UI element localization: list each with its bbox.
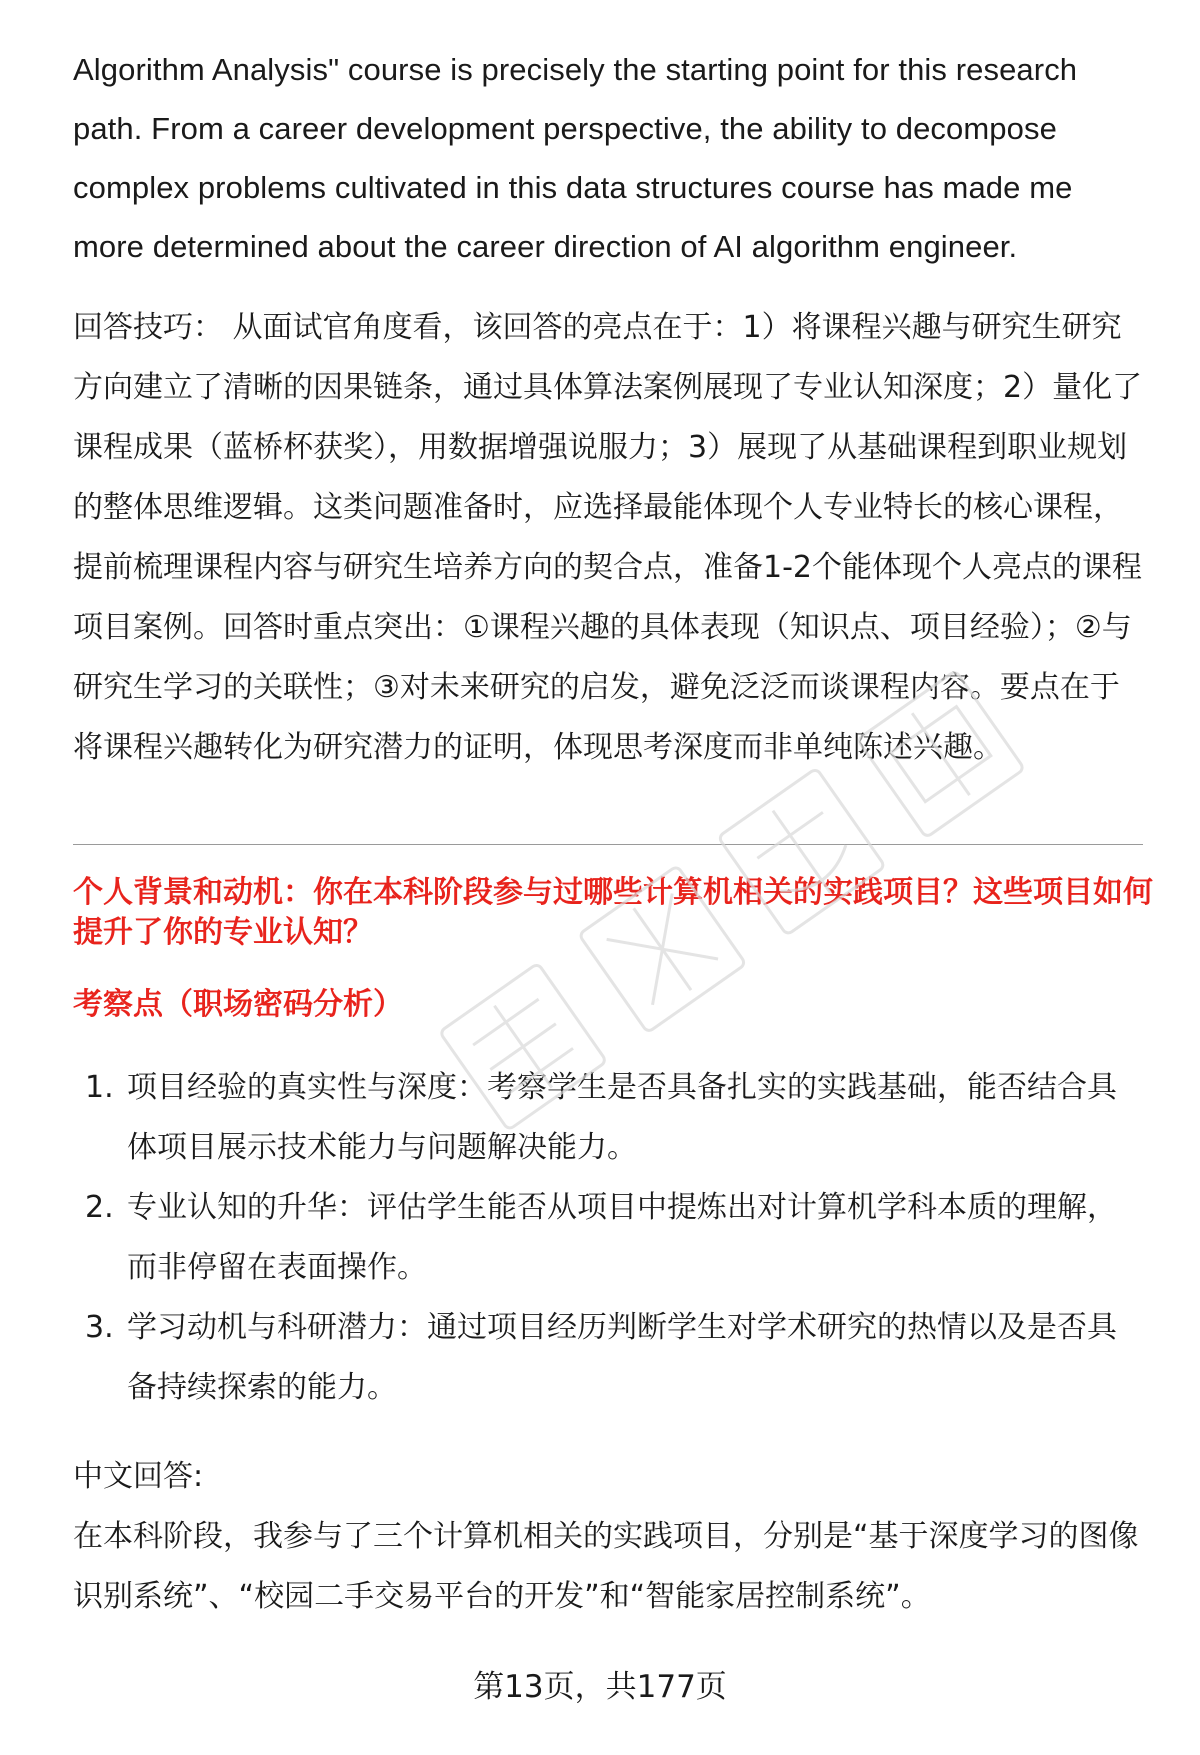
answer-tips-paragraph: 回答技巧： 从面试官角度看，该回答的亮点在于：1）将课程兴趣与研究生研究方向建立了清晰的因果链条，通过具体算法案例展现了专业认知深度；2）量化了课程成果（蓝桥杯获奖），用数据增强说服力；3）展现了从基础课程到职业规划的整体思维逻辑。这类问题准备时，应选择最能体现个人专业特长的核心课程，提前梳理课程内容与研究生培养方向的契合点，准备1-2个能体现个人亮点的课程项目案例。回答时重点突出：①课程兴趣的具体表现（知识点、项目经验）；②与研究生学习的关联性；③对未来研究的启发，避免泛泛而谈课程内容。要点在于将课程兴趣转化为研究潜力的证明，体现思考深度而非单纯陈述兴趣。 bbox=[73, 310, 1143, 765]
list-item-text: 学习动机与科研潜力：通过项目经历判断学生对学术研究的热情以及是否具备持续探索的能力。 bbox=[127, 1310, 1117, 1405]
page-number-footer: 第13页，共177页 bbox=[473, 1669, 727, 1705]
list-item-text: 项目经验的真实性与深度：考察学生是否具备扎实的实践基础，能否结合具体项目展示技术能力与问题解决能力。 bbox=[127, 1070, 1117, 1165]
list-item-text: 专业认知的升华：评估学生能否从项目中提炼出对计算机学科本质的理解，而非停留在表面操作。 bbox=[127, 1190, 1117, 1285]
english-paragraph: Algorithm Analysis" course is precisely the starting point for this research path. From a career development perspective, the ability to decompose complex problems cultivated in this data structures course has made me more determined about the career direction of AI algorithm engineer. bbox=[73, 52, 1078, 264]
document-body bbox=[73, 40, 1143, 778]
list-item-number: 2. bbox=[85, 1190, 114, 1225]
section-divider bbox=[73, 844, 1143, 845]
list-item-number: 3. bbox=[85, 1310, 114, 1345]
answer-text: 在本科阶段，我参与了三个计算机相关的实践项目，分别是“基于深度学习的图像识别系统”、“校园二手交易平台的开发”和“智能家居控制系统”。 bbox=[73, 1519, 1139, 1614]
list-item bbox=[73, 1178, 1143, 1298]
assessment-points-list bbox=[73, 1058, 1143, 1418]
list-item bbox=[73, 1058, 1143, 1178]
question-heading: 个人背景和动机：你在本科阶段参与过哪些计算机相关的实践项目？这些项目如何提升了你的专业认知？ bbox=[73, 875, 1153, 950]
assessment-points-heading: 考察点（职场密码分析） bbox=[73, 987, 403, 1022]
list-item bbox=[73, 1298, 1143, 1418]
list-item-number: 1. bbox=[85, 1070, 114, 1105]
answer-label: 中文回答: bbox=[73, 1459, 204, 1494]
